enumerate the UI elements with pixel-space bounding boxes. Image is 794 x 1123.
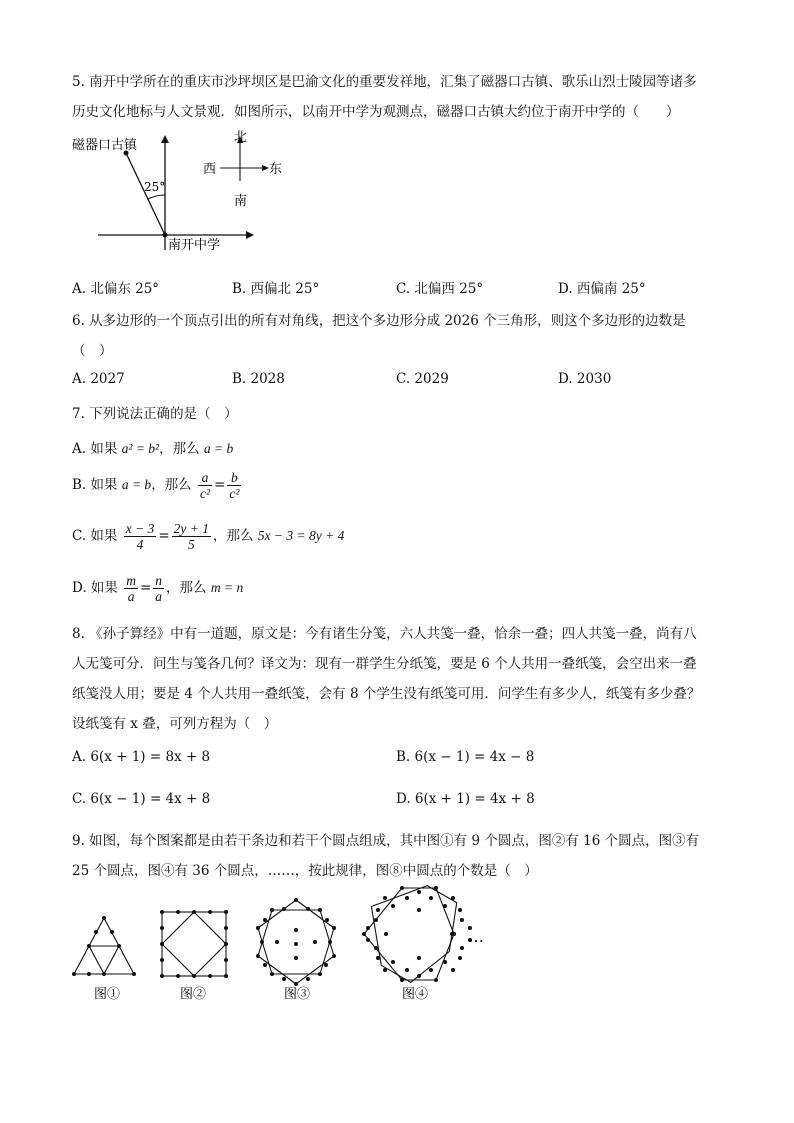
q7-option-d[interactable]: D. 如果 $\frac{m}{a}$ = $\frac{n}{a}$ ，那么 m = n	[72, 573, 244, 604]
q8-option-d[interactable]: D. 6(x + 1) = 4x + 8	[396, 791, 535, 807]
q9-label-4: 图④	[402, 987, 429, 1002]
q5-option-c[interactable]: C. 北偏西 25°	[396, 281, 484, 297]
q7-stem: 7. 下列说法正确的是（ ）	[72, 406, 238, 422]
q6-option-b[interactable]: B. 2028	[232, 371, 285, 387]
q7-c-frac-right: $\frac{2y + 1}{5}$	[173, 521, 210, 552]
q5-west-label: 西	[203, 162, 217, 177]
q9-stem-line2: 25 个圆点，图④有 36 个圆点，……，按此规律，图⑧中圆点的个数是（ ）	[72, 863, 538, 879]
q5-option-d[interactable]: D. 西偏南 25°	[558, 281, 646, 297]
q7-d-frac-right: $\frac{n}{a}$	[155, 573, 163, 604]
q7-b-frac-left: $\frac{a}{\text{c²}}$	[199, 470, 211, 501]
q5-place-label: 磁器口古镇	[72, 138, 138, 153]
q9-figure-2	[160, 910, 228, 978]
q7-b-condition: a = b	[121, 477, 152, 492]
q7-c-mid: ，那么	[213, 528, 254, 544]
q6-option-d[interactable]: D. 2030	[558, 371, 612, 387]
q5-stem-line1: 5. 南开中学所在的重庆市沙坪坝区是巴渝文化的重要发祥地，汇集了磁器口古镇、歌乐山烈士陵园等诸多	[72, 74, 697, 90]
q7-d-result: m = n	[210, 580, 244, 595]
q5-east-label: 东	[269, 162, 283, 177]
q7-b-prefix: B. 如果	[72, 477, 118, 493]
q8-stem-line2: 人无笺可分．问生与笺各几何？译文为：现有一群学生分纸笺，要是 6 个人共用一叠纸笺，会空出来一叠	[72, 656, 697, 672]
q8-stem-line3: 纸笺没人用；要是 4 个人共用一叠纸笺，会有 8 个学生没有纸笺可用．问学生有多少人，纸笺有多少叠？	[72, 686, 701, 702]
q5-option-b[interactable]: B. 西偏北 25°	[232, 281, 320, 297]
q7-c-result: 5x − 3 = 8y + 4	[257, 528, 345, 543]
q7-c-frac-left: $\frac{x - 3}{4}$	[125, 521, 155, 552]
q9-pattern-figures	[60, 880, 500, 1010]
q6-stem-line1: 6. 从多边形的一个顶点引出的所有对角线，把这个多边形分成 2026 个三角形，则这个多边形的边数是	[72, 313, 686, 329]
q5-stem-line2: 历史文化地标与人文景观．如图所示，以南开中学为观测点，磁器口古镇大约位于南开中学的（ ）	[72, 104, 680, 120]
q6-option-a[interactable]: A. 2027	[72, 371, 125, 387]
q7-a-result: a = b	[203, 441, 234, 456]
q8-stem-line1: 8. 《孙子算经》中有一道题，原文是：今有诸生分笺，六人共笺一叠，恰余一叠；四人共笺一叠，尚有八	[72, 626, 697, 642]
q9-label-1: 图①	[94, 987, 121, 1002]
q9-stem-line1: 9. 如图，每个图案都是由若干条边和若干个圆点组成，其中图①有 9 个圆点，图②有 16 个圆点，图③有	[72, 833, 700, 849]
q5-angle-label: 25°	[144, 180, 166, 194]
q6-option-c[interactable]: C. 2029	[396, 371, 449, 387]
q8-option-a[interactable]: A. 6(x + 1) = 8x + 8	[72, 749, 211, 765]
q7-d-prefix: D. 如果	[72, 580, 118, 596]
q7-d-frac-left: $\frac{m}{a}$	[126, 573, 136, 604]
q8-stem-line4: 设纸笺有 x 叠，可列方程为（ ）	[72, 716, 278, 732]
q7-a-prefix: A. 如果	[72, 441, 118, 457]
q9-figure-3	[256, 898, 336, 986]
q5-south-label: 南	[234, 194, 248, 209]
q9-figure-4	[348, 880, 472, 991]
q9-label-2: 图②	[180, 987, 207, 1002]
q7-option-c[interactable]: C. 如果 $\frac{x - 3}{4}$ = $\frac{2y + 1}{5}$ ，那么 5x − 3 = 8y + 4	[72, 521, 345, 552]
q5-option-a[interactable]: A. 北偏东 25°	[72, 281, 160, 297]
q7-a-mid: ，那么	[159, 441, 200, 457]
q5-north-label: 北	[234, 130, 248, 145]
q7-b-frac-right: $\frac{b}{\text{c²}}$	[229, 470, 240, 501]
q8-option-c[interactable]: C. 6(x − 1) = 4x + 8	[72, 791, 211, 807]
q6-stem-line2: （ ）	[72, 343, 113, 359]
q9-label-3: 图③	[284, 987, 311, 1002]
q5-direction-figure	[70, 125, 290, 260]
q7-option-a[interactable]	[72, 437, 233, 457]
q9-ellipsis: …	[468, 927, 484, 946]
q9-figure-1	[72, 916, 136, 976]
q8-option-b[interactable]: B. 6(x − 1) = 4x − 8	[396, 749, 535, 765]
q7-d-mid: ，那么	[166, 580, 207, 596]
q7-option-b[interactable]: B. 如果 a = b，那么 $\frac{a}{\text{c²}}$ = $\frac{b}{\text{c²}}$	[72, 470, 240, 501]
q5-observer-label: 南开中学	[168, 238, 221, 253]
q7-b-mid: ，那么	[151, 477, 192, 493]
q7-c-prefix: C. 如果	[72, 528, 118, 544]
q7-a-condition: a² = b²	[121, 441, 160, 456]
